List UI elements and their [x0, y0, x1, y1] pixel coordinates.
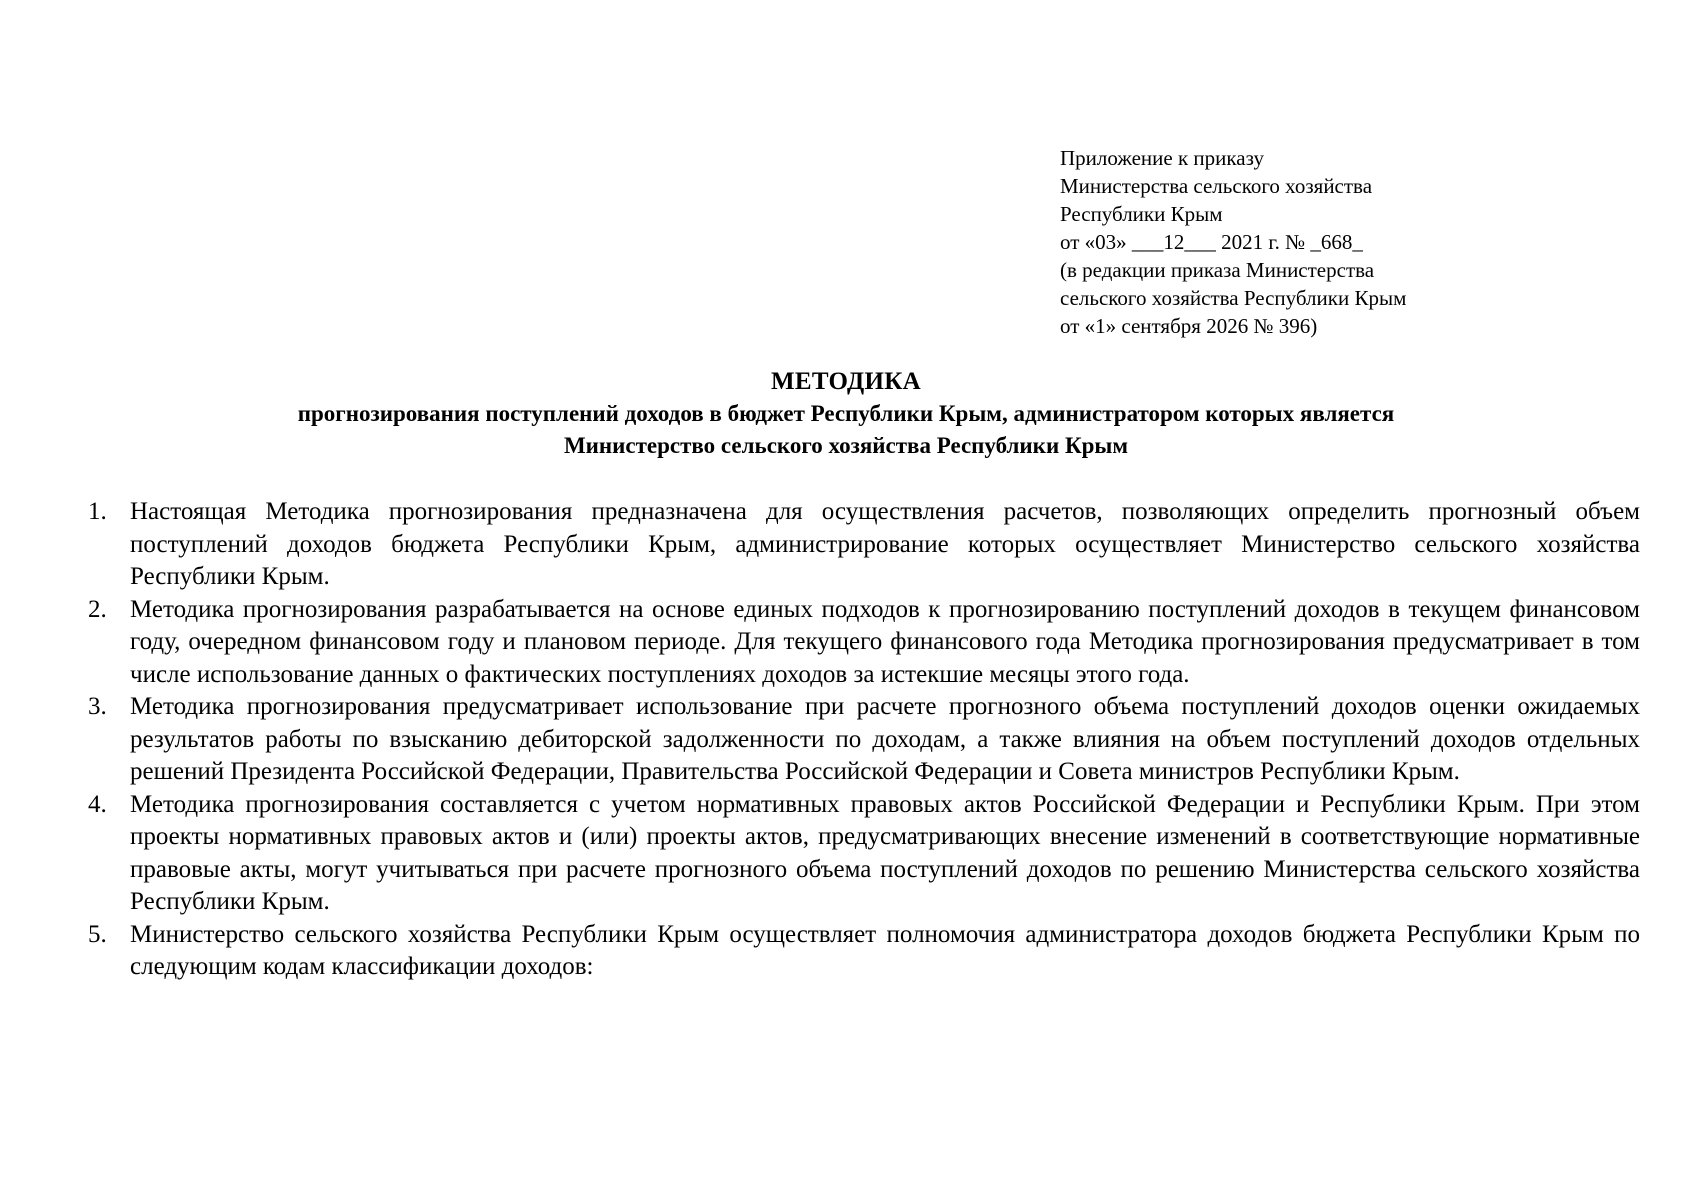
list-item-text: Министерство сельского хозяйства Республики Крым осуществляет полномочия администратора доходов бюджета Республики Крым по следующим кодам классификации доходов:	[130, 920, 1640, 980]
list-item-number: 3.	[88, 693, 107, 720]
approval-line: от «1» сентября 2026 № 396)	[1060, 314, 1318, 338]
document-subtitle-line-1: прогнозирования поступлений доходов в бюджет Республики Крым, администратором которых является	[297, 401, 1395, 426]
approval-block	[1060, 144, 1580, 340]
document-title: МЕТОДИКА	[770, 368, 922, 395]
list-item	[88, 919, 1640, 984]
list-item	[88, 789, 1640, 919]
approval-line: (в редакции приказа Министерства	[1060, 258, 1375, 282]
approval-line: Приложение к приказу	[1060, 146, 1264, 170]
list-item	[88, 594, 1640, 692]
list-item-number: 5.	[88, 920, 107, 948]
document-subtitle-line-2: Министерство сельского хозяйства Республики Крым	[563, 433, 1129, 458]
approval-line: Министерства сельского хозяйства	[1060, 174, 1373, 198]
list-item-text: Методика прогнозирования разрабатывается на основе единых подходов к прогнозированию поступлений доходов в текущем финансовом году, очередном финансовом году и плановом периоде. Для текущего финансового года Методика прогнозирования предусматривает в том числе использование данных о фактических поступлениях доходов за истекшие месяцы этого года.	[130, 595, 1640, 688]
list-item	[88, 496, 1640, 594]
document-heading	[0, 366, 1692, 462]
approval-line: Республики Крым	[1060, 202, 1223, 226]
list-item-number: 4.	[88, 790, 107, 818]
approval-order-date-number: от «03» ___12___ 2021 г. № _668_	[1060, 230, 1363, 254]
list-item-text: Методика прогнозирования предусматривает использование при расчете прогнозного объема поступлений доходов оценки ожидаемых результатов работы по взысканию дебиторской задолженности по доходам, а также влияния на объем поступлений доходов отдельных решений Президента Российской Федерации, Правительства Российской Федерации и Совета министров Республики Крым.	[130, 693, 1640, 785]
list-item	[88, 691, 1640, 789]
list-item-number: 2.	[88, 595, 107, 623]
approval-line: сельского хозяйства Республики Крым	[1060, 286, 1407, 310]
numbered-list	[88, 496, 1640, 984]
list-item-text: Методика прогнозирования составляется с учетом нормативных правовых актов Российской Федерации и Республики Крым. При этом проекты нормативных правовых актов и (или) проекты актов, предусматривающих внесение изменений в соответствующие нормативные правовые акты, могут учитываться при расчете прогнозного объема поступлений доходов по решению Министерства сельского хозяйства Республики Крым.	[130, 790, 1640, 915]
list-item-number: 1.	[88, 498, 107, 525]
list-item-text: Настоящая Методика прогнозирования предназначена для осуществления расчетов, позволяющих определить прогнозный объем поступлений доходов бюджета Республики Крым, администрирование которых осуществляет Министерство сельского хозяйства Республики Крым.	[130, 498, 1640, 590]
